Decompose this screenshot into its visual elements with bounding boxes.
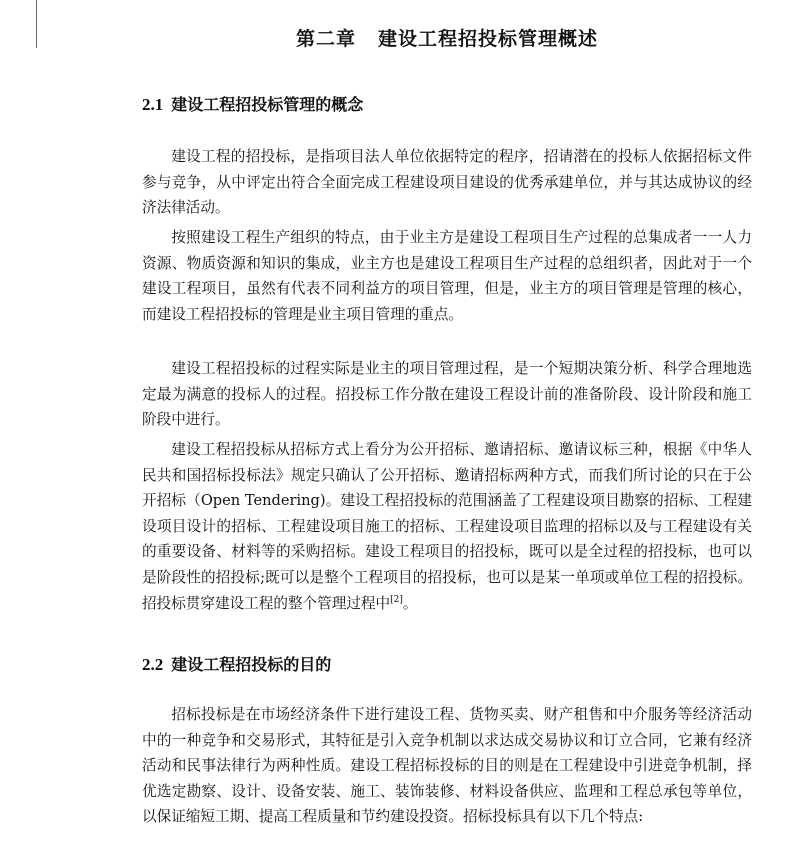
citation-marker: [2] [390,594,403,605]
section-heading-2-1 [142,92,363,115]
page-margin-line [36,0,37,48]
paragraph: 建设工程的招投标，是指项目法人单位依据特定的程序，招请潜在的投标人依据招标文件参与竞争，从中评定出符合全面完成工程建设项目建设的优秀承建单位，并与其达成协议的经济法律活动。 [142,148,752,217]
section-number: 2.1 [142,95,164,114]
section-number: 2.2 [142,655,164,674]
chapter-title [142,24,752,51]
section-heading-2-2 [142,652,331,675]
section-title: 建设工程招投标的目的 [171,655,332,674]
paragraph [142,437,752,616]
paragraph-text: 建设工程招投标从招标方式上看分为公开招标、邀请招标、邀请议标三种，根据《中华人民共和国招标投标法》规定只确认了公开招标、邀请招标两种方式，而我们所讨论的只在于公开招标（Open Tendering)。建设工程招投标的范围涵盖了工程建设项目勘察的招标、工程建设项目设计的招标、工程建设项目施工的招标、工程建设项目监理的招标以及与工程建设有关的重要设备、材料等的采购招标。建设工程项目的招投标，既可以是全过程的招投标，也可以是阶段性的招投标;既可以是整个工程项目的招投标，也可以是某一单项或单位工程的招投标。招投标贯穿建设工程的整个管理过程中 [142,441,752,612]
paragraph: 按照建设工程生产组织的特点，由于业主方是建设工程项目生产过程的总集成者一一人力资源、物质资源和知识的集成，业主方也是建设工程项目生产过程的总组织者，因此对于一个建设工程项目，虽然有代表不同利益方的项目管理，但是，业主方的项目管理是管理的核心，而建设工程招投标的管理是业主项目管理的重点。 [142,229,752,323]
paragraph: 招标投标是在市场经济条件下进行建设工程、货物买卖、财产租售和中介服务等经济活动中的一种竞争和交易形式，其特征是引入竞争机制以求达成交易协议和订立合同，它兼有经济活动和民事法律行为两种性质。建设工程招标投标的目的则是在工程建设中引进竞争机制，择优选定勘察、设计、设备安装、施工、装饰装修、材料设备供应、监理和工程总承包等单位，以保证缩短工期、提高工程质量和节约建设投资。招标投标具有以下几个特点: [142,706,752,826]
section-title: 建设工程招投标管理的概念 [171,95,364,114]
chapter-name: 建设工程招投标管理概述 [378,28,599,50]
paragraph: 建设工程招投标的过程实际是业主的项目管理过程，是一个短期决策分析、科学合理地选定最为满意的投标人的过程。招投标工作分散在建设工程设计前的准备阶段、设计阶段和施工阶段中进行。 [142,360,752,429]
chapter-number: 第二章 [295,28,356,50]
paragraph-end: 。 [402,594,418,612]
